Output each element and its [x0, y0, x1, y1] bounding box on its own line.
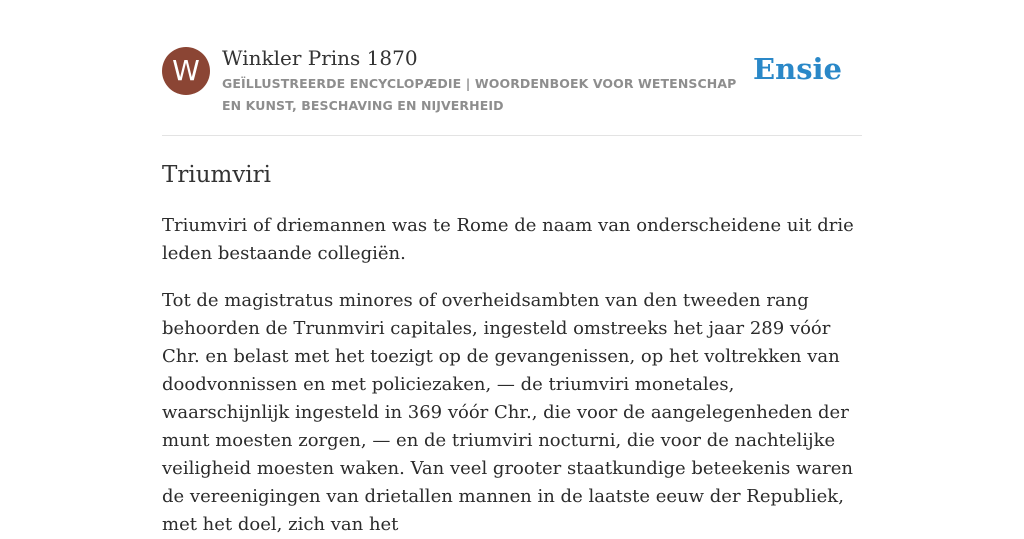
site-header [162, 44, 862, 118]
brand-logo-link[interactable]: Ensie [753, 52, 842, 86]
article-paragraph-2: Tot de magistratus minores of overheidsambten van den tweeden rang behoorden de Trunmviri capitales, ingesteld omstreeks het jaar 289 vóór Chr. en belast met het toezigt op de gevangenissen, op het voltrekken van doodvonnissen en met policiezaken, — de triumviri monetales, waarschijnlijk ingesteld in 369 vóór Chr., die voor de aangelegenheden der munt moesten zorgen, — en de triumviri nocturni, die voor de nachtelijke veiligheid moesten waken. Van veel grooter staatkundige beteekenis waren de vereenigingen van drietallen mannen in de laatste eeuw der Republiek, met het doel, zich van het [162, 290, 853, 535]
header-divider [162, 135, 862, 136]
source-title[interactable]: Winkler Prins 1870 [222, 46, 418, 70]
article-title: Triumviri [162, 162, 272, 188]
avatar[interactable]: W [162, 47, 210, 95]
source-subtitle: GEÏLLUSTREERDE ENCYCLOPÆDIE | WOORDENBOEK VOOR WETENSCHAP EN KUNST, BESCHAVING EN NIJVERHEID [222, 76, 737, 113]
article [162, 158, 862, 539]
article-paragraph-1: Triumviri of driemannen was te Rome de naam van onderscheidene uit drie leden bestaande collegiën. [162, 215, 854, 264]
